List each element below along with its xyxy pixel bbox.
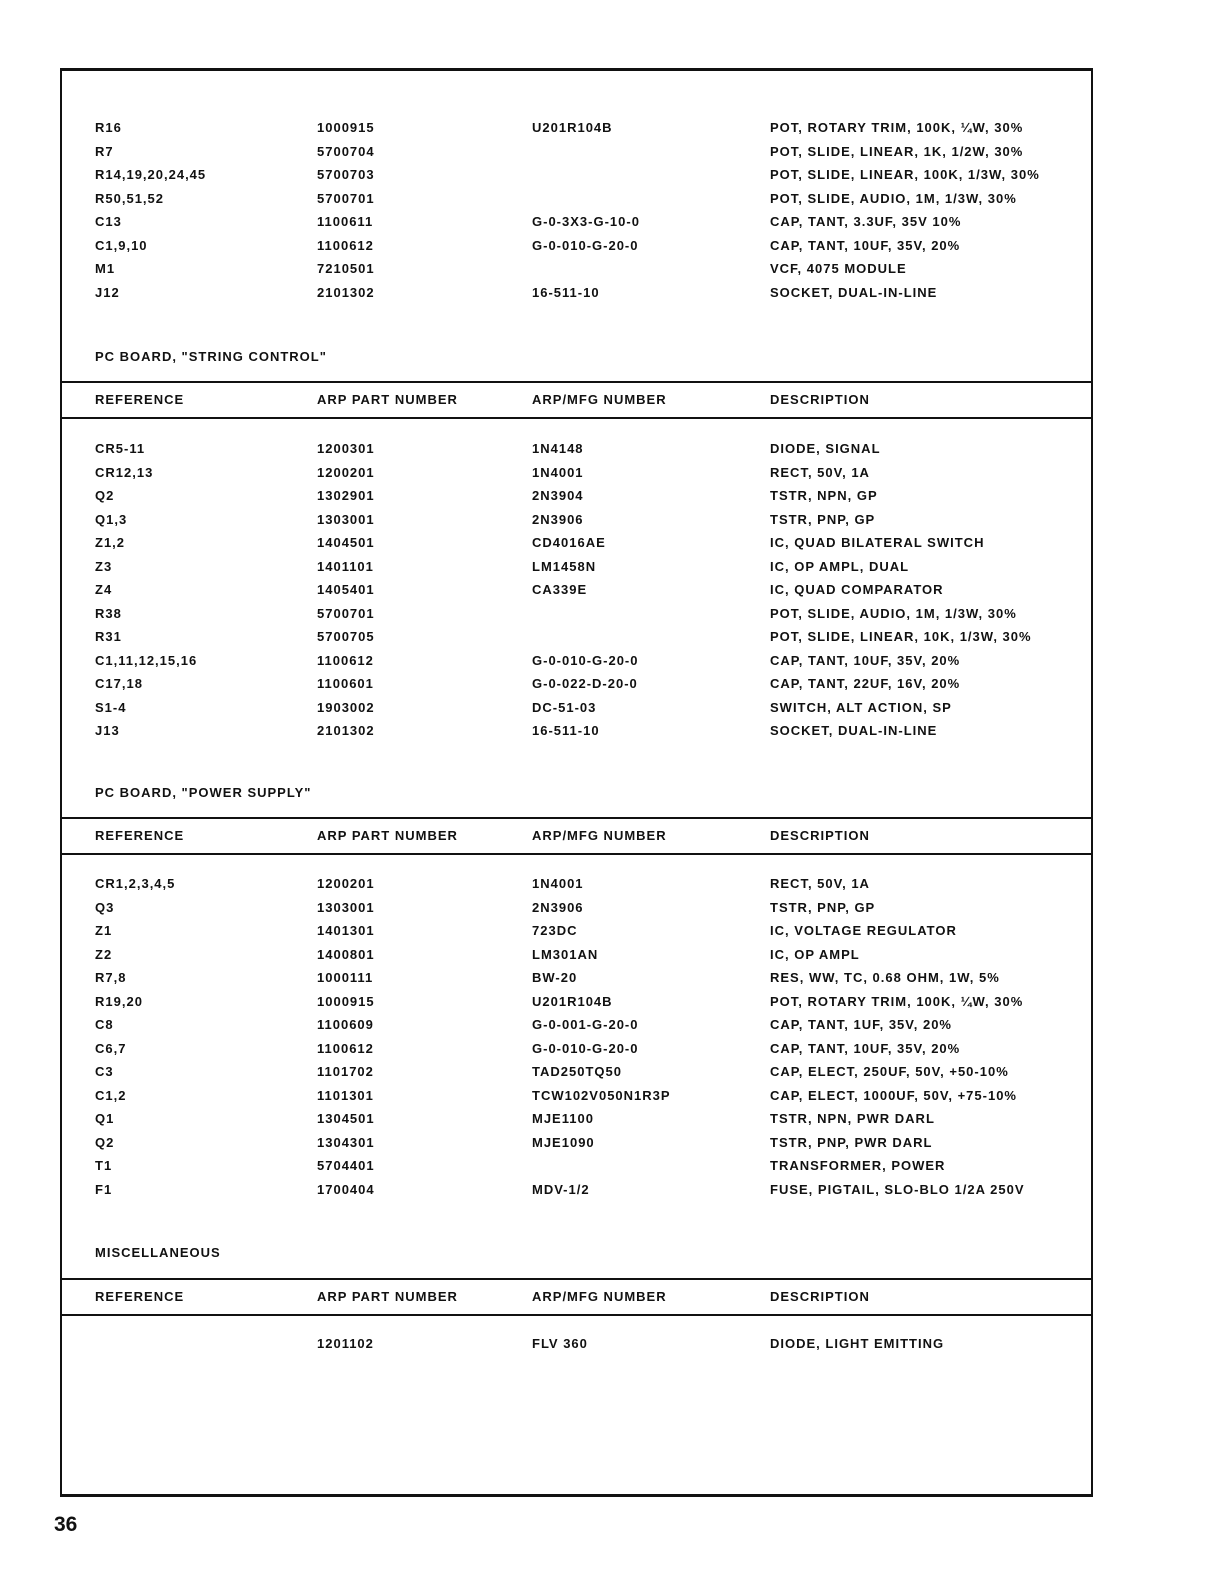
column-header-arp-part-number: ARP PART NUMBER: [317, 392, 458, 407]
reference-cell: C1,2: [95, 1087, 127, 1103]
reference-cell: Z4: [95, 582, 113, 597]
reference-cell: Z3: [95, 558, 113, 574]
description-cell: CAP, ELECT, 1000UF, 50V, +75-10%: [770, 1087, 1017, 1103]
table-header: [62, 817, 1091, 855]
reference-cell: F1: [95, 1181, 113, 1197]
reference-cell: CR5-11: [95, 441, 146, 456]
mfg-number-cell: 1N4001: [532, 876, 584, 891]
reference-cell: S1-4: [95, 699, 127, 715]
reference-cell: C3: [95, 1064, 114, 1079]
mfg-number-cell: 16-511-10: [532, 723, 600, 738]
description-cell: SOCKET, DUAL-IN-LINE: [770, 723, 938, 738]
mfg-number-cell: G-0-3X3-G-10-0: [532, 214, 640, 229]
mfg-number-cell: 2N3904: [532, 488, 584, 503]
column-header-description: DESCRIPTION: [770, 828, 870, 843]
reference-cell: R19,20: [95, 993, 143, 1009]
reference-cell: CR12,13: [95, 464, 154, 480]
arp-part-number-cell: 1200301: [317, 441, 375, 456]
column-header-description: DESCRIPTION: [770, 1289, 870, 1304]
reference-cell: R14,19,20,24,45: [95, 167, 207, 182]
arp-part-number-cell: 1302901: [317, 488, 375, 503]
reference-cell: M1: [95, 261, 116, 276]
parts-list-frame: [60, 68, 1093, 1497]
description-cell: TSTR, PNP, PWR DARL: [770, 1134, 933, 1150]
column-header-arp-part-number: ARP PART NUMBER: [317, 1289, 458, 1304]
description-cell: TSTR, PNP, GP: [770, 899, 876, 915]
mfg-number-cell: U201R104B: [532, 993, 613, 1009]
description-cell: CAP, TANT, 10UF, 35V, 20%: [770, 237, 961, 253]
column-header-reference: REFERENCE: [95, 1289, 185, 1304]
description-cell: TSTR, NPN, PWR DARL: [770, 1111, 935, 1126]
arp-part-number-cell: 2101302: [317, 284, 375, 300]
mfg-number-cell: MJE1090: [532, 1134, 595, 1150]
description-cell: FUSE, PIGTAIL, SLO-BLO 1/2A 250V: [770, 1181, 1025, 1197]
arp-part-number-cell: 1401101: [317, 558, 374, 574]
mfg-number-cell: LM301AN: [532, 946, 599, 962]
arp-part-number-cell: 5700701: [317, 605, 375, 621]
arp-part-number-cell: 1100609: [317, 1017, 374, 1032]
arp-part-number-cell: 1400801: [317, 946, 375, 962]
arp-part-number-cell: 5700705: [317, 629, 375, 644]
reference-cell: R16: [95, 120, 122, 135]
mfg-number-cell: 2N3906: [532, 899, 584, 915]
reference-cell: R50,51,52: [95, 190, 164, 206]
mfg-number-cell: G-0-010-G-20-0: [532, 652, 639, 668]
reference-cell: J12: [95, 284, 120, 300]
arp-part-number-cell: 1101301: [317, 1087, 374, 1103]
arp-part-number-cell: 1201102: [317, 1336, 374, 1351]
reference-cell: Z1: [95, 923, 113, 938]
arp-part-number-cell: 1401301: [317, 923, 375, 938]
reference-cell: Z2: [95, 946, 113, 962]
arp-part-number-cell: 1000915: [317, 993, 375, 1009]
table-header: [62, 1278, 1091, 1316]
mfg-number-cell: G-0-022-D-20-0: [532, 676, 638, 691]
column-header-arp-part-number: ARP PART NUMBER: [317, 828, 458, 843]
description-cell: CAP, ELECT, 250UF, 50V, +50-10%: [770, 1064, 1009, 1079]
reference-cell: C1,9,10: [95, 237, 148, 253]
section-title: PC BOARD, "POWER SUPPLY": [95, 785, 312, 800]
mfg-number-cell: G-0-010-G-20-0: [532, 1040, 639, 1056]
mfg-number-cell: DC-51-03: [532, 699, 597, 715]
arp-part-number-cell: 1405401: [317, 582, 375, 597]
reference-cell: C8: [95, 1017, 114, 1032]
reference-cell: Q2: [95, 1134, 115, 1150]
column-header-reference: REFERENCE: [95, 828, 185, 843]
reference-cell: J13: [95, 723, 120, 738]
description-cell: RES, WW, TC, 0.68 OHM, 1W, 5%: [770, 970, 1000, 985]
description-cell: POT, ROTARY TRIM, 100K, ¼W, 30%: [770, 120, 1024, 135]
arp-part-number-cell: 1200201: [317, 464, 375, 480]
reference-cell: Z1,2: [95, 535, 126, 550]
reference-cell: Q2: [95, 488, 115, 503]
mfg-number-cell: 2N3906: [532, 511, 584, 527]
mfg-number-cell: TCW102V050N1R3P: [532, 1087, 671, 1103]
arp-part-number-cell: 5704401: [317, 1158, 375, 1173]
arp-part-number-cell: 7210501: [317, 261, 375, 276]
table-header: [62, 381, 1091, 419]
description-cell: IC, OP AMPL, DUAL: [770, 558, 910, 574]
arp-part-number-cell: 1000111: [317, 970, 374, 985]
section-title: MISCELLANEOUS: [95, 1245, 221, 1260]
description-cell: RECT, 50V, 1A: [770, 876, 870, 891]
page-number: 36: [54, 1513, 78, 1536]
mfg-number-cell: CA339E: [532, 582, 588, 597]
reference-cell: C17,18: [95, 676, 143, 691]
reference-cell: C6,7: [95, 1040, 127, 1056]
arp-part-number-cell: 1100611: [317, 214, 374, 229]
column-header-description: DESCRIPTION: [770, 392, 870, 407]
description-cell: TSTR, PNP, GP: [770, 511, 876, 527]
reference-cell: Q1,3: [95, 511, 128, 527]
mfg-number-cell: BW-20: [532, 970, 578, 985]
description-cell: VCF, 4075 MODULE: [770, 261, 907, 276]
arp-part-number-cell: 1100612: [317, 1040, 374, 1056]
arp-part-number-cell: 1700404: [317, 1181, 375, 1197]
description-cell: CAP, TANT, 10UF, 35V, 20%: [770, 652, 961, 668]
description-cell: SWITCH, ALT ACTION, SP: [770, 699, 952, 715]
column-header-mfg-number: ARP/MFG NUMBER: [532, 392, 667, 407]
description-cell: RECT, 50V, 1A: [770, 464, 870, 480]
section-title: PC BOARD, "STRING CONTROL": [95, 349, 327, 364]
reference-cell: R7,8: [95, 970, 127, 985]
column-header-reference: REFERENCE: [95, 392, 185, 407]
arp-part-number-cell: 1304301: [317, 1134, 375, 1150]
reference-cell: C1,11,12,15,16: [95, 652, 198, 668]
description-cell: DIODE, SIGNAL: [770, 441, 881, 456]
description-cell: CAP, TANT, 10UF, 35V, 20%: [770, 1040, 961, 1056]
arp-part-number-cell: 1303001: [317, 511, 375, 527]
mfg-number-cell: 1N4148: [532, 441, 584, 456]
mfg-number-cell: MJE1100: [532, 1111, 594, 1126]
description-cell: CAP, TANT, 22UF, 16V, 20%: [770, 676, 961, 691]
description-cell: CAP, TANT, 3.3UF, 35V 10%: [770, 214, 962, 229]
reference-cell: T1: [95, 1158, 113, 1173]
description-cell: POT, SLIDE, LINEAR, 100K, 1/3W, 30%: [770, 167, 1040, 182]
arp-part-number-cell: 1000915: [317, 120, 375, 135]
description-cell: IC, OP AMPL: [770, 946, 860, 962]
description-cell: IC, VOLTAGE REGULATOR: [770, 923, 957, 938]
arp-part-number-cell: 1101702: [317, 1064, 374, 1079]
mfg-number-cell: G-0-010-G-20-0: [532, 237, 639, 253]
reference-cell: R7: [95, 143, 114, 159]
arp-part-number-cell: 1304501: [317, 1111, 375, 1126]
description-cell: POT, SLIDE, AUDIO, 1M, 1/3W, 30%: [770, 605, 1017, 621]
mfg-number-cell: G-0-001-G-20-0: [532, 1017, 639, 1032]
description-cell: POT, SLIDE, AUDIO, 1M, 1/3W, 30%: [770, 190, 1017, 206]
mfg-number-cell: LM1458N: [532, 558, 597, 574]
description-cell: POT, SLIDE, LINEAR, 10K, 1/3W, 30%: [770, 629, 1032, 644]
arp-part-number-cell: 1100612: [317, 237, 374, 253]
description-cell: IC, QUAD COMPARATOR: [770, 582, 944, 597]
description-cell: SOCKET, DUAL-IN-LINE: [770, 284, 938, 300]
mfg-number-cell: 1N4001: [532, 464, 584, 480]
reference-cell: C13: [95, 214, 122, 229]
arp-part-number-cell: 1903002: [317, 699, 375, 715]
reference-cell: R38: [95, 605, 122, 621]
mfg-number-cell: MDV-1/2: [532, 1181, 590, 1197]
mfg-number-cell: FLV 360: [532, 1336, 588, 1351]
mfg-number-cell: U201R104B: [532, 120, 613, 135]
arp-part-number-cell: 1100601: [317, 676, 374, 691]
description-cell: POT, SLIDE, LINEAR, 1K, 1/2W, 30%: [770, 143, 1024, 159]
description-cell: TRANSFORMER, POWER: [770, 1158, 946, 1173]
reference-cell: CR1,2,3,4,5: [95, 876, 176, 891]
reference-cell: Q1: [95, 1111, 115, 1126]
reference-cell: Q3: [95, 899, 115, 915]
arp-part-number-cell: 2101302: [317, 723, 375, 738]
arp-part-number-cell: 1404501: [317, 535, 375, 550]
mfg-number-cell: CD4016AE: [532, 535, 606, 550]
arp-part-number-cell: 5700704: [317, 143, 375, 159]
description-cell: DIODE, LIGHT EMITTING: [770, 1336, 945, 1351]
arp-part-number-cell: 5700701: [317, 190, 375, 206]
reference-cell: R31: [95, 629, 122, 644]
arp-part-number-cell: 1100612: [317, 652, 374, 668]
description-cell: CAP, TANT, 1UF, 35V, 20%: [770, 1017, 952, 1032]
mfg-number-cell: TAD250TQ50: [532, 1064, 622, 1079]
arp-part-number-cell: 1303001: [317, 899, 375, 915]
mfg-number-cell: 723DC: [532, 923, 578, 938]
column-header-mfg-number: ARP/MFG NUMBER: [532, 828, 667, 843]
description-cell: TSTR, NPN, GP: [770, 488, 878, 503]
arp-part-number-cell: 5700703: [317, 167, 375, 182]
description-cell: IC, QUAD BILATERAL SWITCH: [770, 535, 985, 550]
arp-part-number-cell: 1200201: [317, 876, 375, 891]
mfg-number-cell: 16-511-10: [532, 284, 600, 300]
column-header-mfg-number: ARP/MFG NUMBER: [532, 1289, 667, 1304]
description-cell: POT, ROTARY TRIM, 100K, ¼W, 30%: [770, 993, 1024, 1009]
